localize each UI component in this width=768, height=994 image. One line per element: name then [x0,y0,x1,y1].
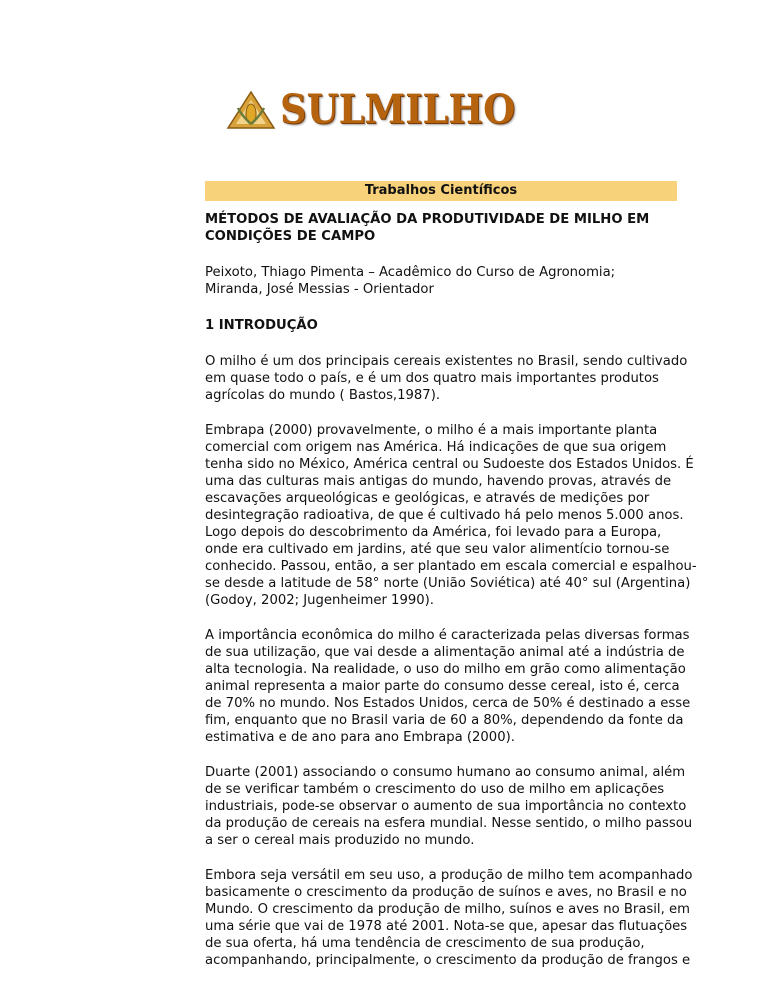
title-line: CONDIÇÕES DE CAMPO [205,229,376,244]
paragraph-line: tenha sido no México, América central ou Sudoeste dos Estados Unidos. É [205,457,694,472]
paragraph-line: uma série que vai de 1978 até 2001. Nota-se que, apesar das flutuações [205,919,688,934]
article-title [205,211,685,245]
paragraph-line: da produção de cereais na esfera mundial. Nesse sentido, o milho passou [205,816,693,831]
paragraph-line: agrícolas do mundo ( Bastos,1987). [205,388,441,403]
article-body [205,353,697,969]
article [205,211,697,987]
author-line: Peixoto, Thiago Pimenta – Acadêmico do Curso de Agronomia; [205,265,616,280]
paragraph-line: basicamente o crescimento da produção de suínos e aves, no Brasil e no [205,885,687,900]
paragraph-line: uma das culturas mais antigas do mundo, havendo provas, através de [205,474,672,489]
article-authors [205,264,685,298]
section-header-bar: Trabalhos Científicos [205,181,677,201]
paragraph-line: Embora seja versátil em seu uso, a produção de milho tem acompanhado [205,868,693,883]
paragraph-line: Logo depois do descobrimento da América, foi levado para a Europa, [205,525,662,540]
paragraph-line: Mundo. O crescimento da produção de milho, suínos e aves no Brasil, em [205,902,690,917]
section-heading: 1 INTRODUÇÃO [205,318,318,333]
paragraph-line: Embrapa (2000) provavelmente, o milho é a mais importante planta [205,423,658,438]
title-line: MÉTODOS DE AVALIAÇÃO DA PRODUTIVIDADE DE MILHO EM [205,212,650,227]
paragraph [205,764,693,849]
author-line: Miranda, José Messias - Orientador [205,282,434,297]
paragraph-line: alta tecnologia. Na realidade, o uso do milho em grão como alimentação [205,662,686,677]
paragraph-line: de 70% no mundo. Nos Estados Unidos, cerca de 50% é destinado a esse [205,696,691,711]
paragraph-line: (Godoy, 2002; Jugenheimer 1990). [205,593,434,608]
paragraph-line: se desde a latitude de 58° norte (União Soviética) até 40° sul (Argentina) [205,576,691,591]
paragraph-line: em quase todo o país, e é um dos quatro mais importantes produtos [205,371,659,386]
sulmilho-logo [226,86,516,136]
paragraph-line: acompanhando, principalmente, o crescimento da produção de frangos e [205,953,691,968]
paragraph-line: de se verificar também o crescimento do uso de milho em aplicações [205,782,665,797]
paragraph [205,867,693,969]
corn-triangle-icon [226,90,276,130]
paragraph [205,353,688,404]
paragraph-line: comercial com origem nas América. Há indicações de que sua origem [205,440,667,455]
paragraph-line: Duarte (2001) associando o consumo humano ao consumo animal, além [205,765,686,780]
paragraph-line: conhecido. Passou, então, a ser plantado em escala comercial e espalhou- [205,559,697,574]
logo-wordmark: SULMILHO [280,86,516,133]
paragraph-line: escavações arqueológicas e geológicas, e através de medições por [205,491,650,506]
paragraph-line: fim, enquanto que no Brasil varia de 60 a 80%, dependendo da fonte da [205,713,684,728]
paragraph-line: a ser o cereal mais produzido no mundo. [205,833,475,848]
paragraph-line: animal representa a maior parte do consumo desse cereal, isto é, cerca [205,679,680,694]
paragraph-line: de sua oferta, há uma tendência de crescimento de sua produção, [205,936,645,951]
paragraph-line: industriais, pode-se observar o aumento de sua importância no contexto [205,799,687,814]
paragraph-line: estimativa e de ano para ano Embrapa (2000). [205,730,515,745]
paragraph-line: A importância econômica do milho é caracterizada pelas diversas formas [205,628,690,643]
paragraph-line: de sua utilização, que vai desde a alimentação animal até a indústria de [205,645,685,660]
paragraph-line: O milho é um dos principais cereais existentes no Brasil, sendo cultivado [205,354,688,369]
paragraph-line: onde era cultivado em jardins, até que seu valor alimentício tornou-se [205,542,670,557]
paragraph-line: desintegração radioativa, de que é cultivado há pelo menos 5.000 anos. [205,508,684,523]
paragraph [205,627,691,746]
paragraph [205,422,697,609]
